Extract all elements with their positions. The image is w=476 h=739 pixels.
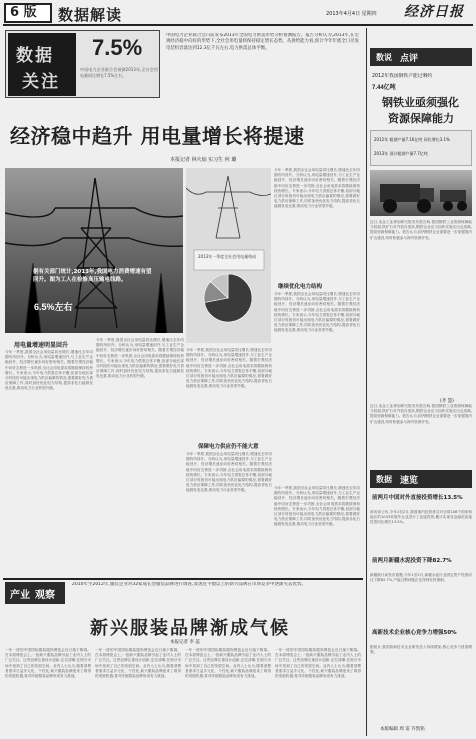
lower-column-2: 一年一度的中国国际服装服饰博览会近日落下帷幕。在本届博览会上,一批新兴服装品牌引起了业内人士的广泛关注。这些品牌注重设计创新,定位清晰,在细分市场中找到了自己的发展空间。业内人士认为,随着消费者需求日益多元化、个性化,新兴服装品牌迎来了难得的发展机遇,将对传统服装品牌形成有力挑战。 [95, 648, 181, 679]
sidebar-body-1: 近日,冶金工业规划研究院发布报告称,我国钢铁工业资源保障能力较弱,铁矿石对外依存度高,钢铁企业应当加快实施走出去战略,提高资源保障能力。报告认为,国内钢铁企业需要进一步加强国内矿山建设,同时积极参与海外资源开发。 [370, 220, 472, 240]
lower-column-4: 一年一度的中国国际服装服饰博览会近日落下帷幕。在本届博览会上,一批新兴服装品牌引起了业内人士的广泛关注。这些品牌注重设计创新,定位清晰,在细分市场中找到了自己的发展空间。业内人士认为,随着消费者需求日益多元化、个性化,新兴服装品牌迎来了难得的发展机遇,将对传统服装品牌形成有力挑战。 [275, 648, 361, 679]
data-focus-box [5, 30, 160, 98]
infographic-title: 2013年一季度全社会用电量构成 [198, 254, 257, 259]
sidebar-title-2: 资源保障能力 [388, 112, 454, 125]
main-byline: 本报记者 林火灿 实习生 何 璐 [170, 157, 237, 163]
lower-intro: 2010年至2012年,服装企业对32家成长型服装品牌进行调查,发现近半数以上的新兴品牌在市场竞争中逐渐失去优势。 [72, 582, 306, 587]
body-column-3: 今年一季度,我国全社会用电量同比增长,增速比去年同期有所回升。分析认为,用电量增速回升,与工业生产企稳回升、经济增长逐步向好密切相关。随着宏观经济稳中向好态势进一步巩固,全社会用电需求将继续保持较快增长。专家表示,今年电力供需总体平衡,但部分地区部分时段仍可能出现电力供应偏紧的情况,需要做好电力供应保障工作,同时加快优化电力结构,提高非化石能源发电比重,推动电力行业转型升级。 [5, 350, 93, 391]
lower-byline: 本报记者 李 蕊 [170, 640, 200, 645]
mining-truck-photo [370, 170, 472, 216]
photo-caption: 据有关部门统计,2013年,我国电力消费增速有望回升。图为工人在检修高压输电线路。 [33, 269, 152, 283]
focus-caption: 中国电力企业联合会预测2013年,全社会用电量同比增长7.5%左右。 [80, 67, 158, 78]
sidebar-item-3-title: 高新技术企业核心竞争力增强50% [372, 630, 457, 636]
sidebar-item-2-title: 前两月新疆水泥投资下降82.7% [372, 558, 452, 564]
sidebar-stat-2: 2013年 预计粗钢产量7.7亿吨 [374, 151, 428, 156]
body-column-6: 今年一季度,我国全社会用电量同比增长,增速比去年同期有所回升。分析认为,用电量增速回升,与工业生产企稳回升、经济增长逐步向好密切相关。随着宏观经济稳中向好态势进一步巩固,全社会用电需求将继续保持较快增长。专家表示,今年电力供需总体平衡,但部分地区部分时段仍可能出现电力供应偏紧的情况,需要做好电力供应保障工作,同时加快优化电力结构,提高非化石能源发电比重,推动电力行业转型升级。 [186, 452, 272, 493]
header-rule [3, 24, 473, 26]
sidebar-tag-1a: 数说 [376, 52, 392, 62]
sidebar-body-2: 近日,冶金工业规划研究院发布报告称,我国钢铁工业资源保障能力较弱,铁矿石对外依存度高,钢铁企业应当加快实施走出去战略,提高资源保障能力。报告认为,国内钢铁企业需要进一步加强国内矿山建设,同时积极参与海外资源开发。 [370, 404, 472, 424]
subhead-supply: 保障电力供应仍不能大意 [198, 444, 259, 450]
infographic-panel [186, 168, 271, 343]
newspaper-logo: 经济日报 [404, 4, 464, 20]
body-column-5: 今年一季度,我国全社会用电量同比增长,增速比去年同期有所回升。分析认为,用电量增速回升,与工业生产企稳回升、经济增长逐步向好密切相关。随着宏观经济稳中向好态势进一步巩固,全社会用电需求将继续保持较快增长。专家表示,今年电力供需总体平衡,但部分地区部分时段仍可能出现电力供应偏紧的情况,需要做好电力供应保障工作,同时加快优化电力结构,提高非化石能源发电比重,推动电力行业转型升级。 [186, 348, 272, 389]
section-title: 数据解读 [58, 6, 123, 24]
sidebar-tag-2b: 速览 [400, 476, 419, 486]
industry-tag-2: 观察 [35, 590, 55, 601]
issue-date: 2013年4月4日 星期四 [326, 11, 377, 17]
sidebar-tag-1b: 点评 [400, 54, 419, 64]
infographic-svg [186, 168, 271, 343]
lower-headline: 新兴服装品牌渐成气候 [90, 618, 290, 639]
focus-value: 7.5% [92, 35, 143, 60]
sidebar-tag-2 [370, 470, 472, 488]
industry-tag [5, 582, 65, 604]
subhead-optimize: 继续优化电力结构 [278, 284, 323, 290]
subhead-consumption: 用电量增速明显回升 [14, 342, 69, 349]
sidebar-tag-2a: 数据 [376, 474, 392, 484]
body-column-1: 今年一季度,我国全社会用电量同比增长,增速比去年同期有所回升。分析认为,用电量增速回升,与工业生产企稳回升、经济增长逐步向好密切相关。随着宏观经济稳中向好态势进一步巩固,全社会用电需求将继续保持较快增长。专家表示,今年电力供需总体平衡,但部分地区部分时段仍可能出现电力供应偏紧的情况,需要做好电力供应保障工作,同时加快优化电力结构,提高非化石能源发电比重,推动电力行业转型升级。 [274, 168, 360, 209]
focus-tag-bottom: 关注 [22, 72, 60, 92]
page-number: 6 版 [4, 3, 52, 23]
transmission-tower-icon [5, 168, 183, 333]
sidebar-tag-1 [370, 48, 472, 66]
industry-tag-1: 产业 [10, 590, 30, 601]
page-editors: 本版编辑 周 雷 许凯铭 [380, 727, 425, 732]
body-column-2: 今年一季度,我国全社会用电量同比增长,增速比去年同期有所回升。分析认为,用电量增速回升,与工业生产企稳回升、经济增长逐步向好密切相关。随着宏观经济稳中向好态势进一步巩固,全社会用电需求将继续保持较快增长。专家表示,今年电力供需总体平衡,但部分地区部分时段仍可能出现电力供应偏紧的情况,需要做好电力供应保障工作,同时加快优化电力结构,提高非化石能源发电比重,推动电力行业转型升级。 [274, 292, 360, 333]
truck-icon [370, 170, 472, 216]
body-column-7: 今年一季度,我国全社会用电量同比增长,增速比去年同期有所回升。分析认为,用电量增速回升,与工业生产企稳回升、经济增长逐步向好密切相关。随着宏观经济稳中向好态势进一步巩固,全社会用电需求将继续保持较快增长。专家表示,今年电力供需总体平衡,但部分地区部分时段仍可能出现电力供应偏紧的情况,需要做好电力供应保障工作,同时加快优化电力结构,提高非化石能源发电比重,推动电力行业转型升级。 [274, 486, 360, 527]
sidebar-intro: 2012年我国钢铁产能过剩约 [372, 74, 433, 79]
sidebar-item-2-text: 新疆统计局发布数据,今年1至2月,新疆水泥行业固定资产投资同比下降82.7%,产能过剩问题正在得到有效遏制。 [370, 573, 472, 583]
focus-tag-top: 数据 [16, 46, 54, 66]
sidebar-title-1: 钢铁业亟须强化 [382, 96, 459, 109]
sidebar-author: (齐 慧) [440, 399, 454, 404]
lower-column-1: 一年一度的中国国际服装服饰博览会近日落下帷幕。在本届博览会上,一批新兴服装品牌引起了业内人士的广泛关注。这些品牌注重设计创新,定位清晰,在细分市场中找到了自己的发展空间。业内人士认为,随着消费者需求日益多元化、个性化,新兴服装品牌迎来了难得的发展机遇,将对传统服装品牌形成有力挑战。 [5, 648, 91, 679]
sidebar-divider [366, 28, 367, 736]
section-divider [3, 578, 363, 580]
sidebar-item-1-text: 商务部公布,今年1至2月,我国境内投资者共对全球108个国家和地区的1043家境外企业进行了直接投资,累计实现非金融类直接投资同比增长13.5%。 [370, 510, 472, 525]
pie-chart [204, 274, 252, 322]
main-headline: 经济稳中趋升 用电量增长将提速 [10, 124, 305, 148]
sidebar-stats-box [370, 130, 472, 166]
sidebar-stat-1: 2012年 粗钢产量7.16亿吨 同比增长3.1% [374, 137, 450, 142]
lead-paragraph: 中国电力企业联合会日前发布2013年全国电力供需形势分析预测报告。报告分析认为,2013年,在宏观经济稳中向好的形势下,全社会用电量将保持稳定增长态势。从供给能力看,预计今年年底全口径发电装机容量达到12.3亿千瓦左右,电力供需总体平衡。 [166, 33, 359, 51]
sidebar-intro-value: 7.44亿吨 [372, 85, 396, 91]
body-column-4: 今年一季度,我国全社会用电量同比增长,增速比去年同期有所回升。分析认为,用电量增速回升,与工业生产企稳回升、经济增长逐步向好密切相关。随着宏观经济稳中向好态势进一步巩固,全社会用电需求将继续保持较快增长。专家表示,今年电力供需总体平衡,但部分地区部分时段仍可能出现电力供应偏紧的情况,需要做好电力供应保障工作,同时加快优化电力结构,提高非化石能源发电比重,推动电力行业转型升级。 [96, 338, 184, 379]
sidebar-item-3-text: 据统计,我国高新技术企业研发投入持续增加,核心竞争力显著增强。 [370, 645, 472, 655]
photo-caption-percent: 6.5%左右 [34, 302, 73, 312]
focus-tag-block [8, 33, 76, 96]
power-tower-photo [5, 168, 183, 333]
lower-column-3: 一年一度的中国国际服装服饰博览会近日落下帷幕。在本届博览会上,一批新兴服装品牌引起了业内人士的广泛关注。这些品牌注重设计创新,定位清晰,在细分市场中找到了自己的发展空间。业内人士认为,随着消费者需求日益多元化、个性化,新兴服装品牌迎来了难得的发展机遇,将对传统服装品牌形成有力挑战。 [185, 648, 271, 679]
sidebar-item-1-title: 前两月中国对外直接投资增长13.5% [372, 495, 463, 501]
